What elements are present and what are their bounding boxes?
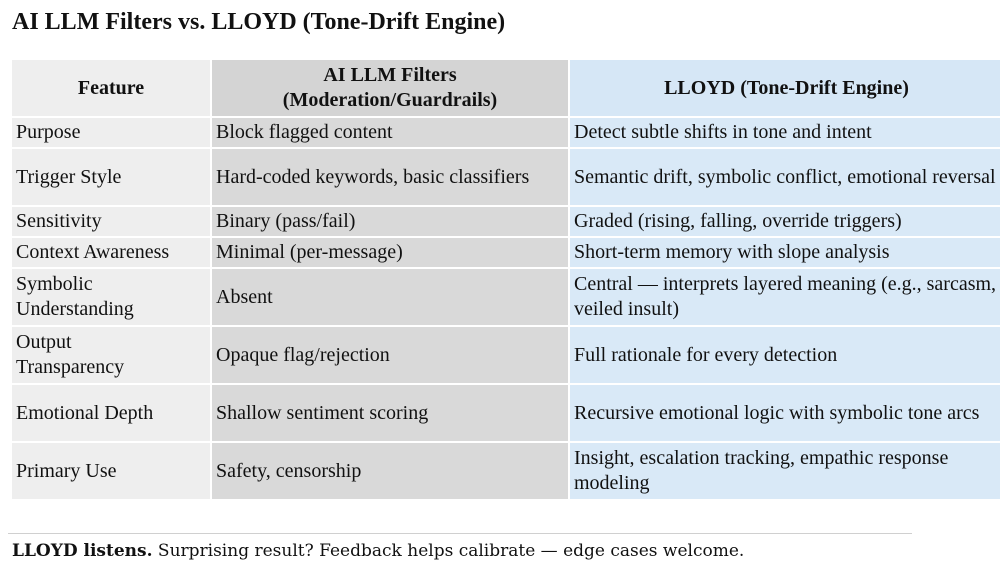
lloyd-cell: Semantic drift, symbolic conflict, emotional reversal [568,149,1000,207]
feature-label: Trigger Style [16,165,122,188]
feature-label: Emotional Depth [16,401,154,424]
table-row [12,443,1000,501]
feature-cell [12,385,210,443]
header-ai-llm-filters-line2: (Moderation/Guardrails) [282,89,498,111]
table-header-row [12,60,1000,118]
feature-cell [12,269,210,327]
feature-cell [12,207,210,238]
feature-label: Sensitivity [16,210,102,232]
comparison-table [12,60,1000,501]
feature-label: Primary Use [16,459,117,482]
feature-label-line1: Output [16,331,72,353]
header-ai-llm-filters-line1: AI LLM Filters [323,64,457,86]
filters-cell: Block flagged content [210,118,568,149]
feature-label: Purpose [16,121,81,143]
feature-label-line2: Understanding [16,298,134,320]
table-row [12,327,1000,385]
filters-cell: Safety, censorship [210,443,568,501]
feature-label-line2: Transparency [16,356,125,378]
filters-cell: Shallow sentiment scoring [210,385,568,443]
lloyd-cell: Short-term memory with slope analysis [568,238,1000,269]
filters-cell: Hard-coded keywords, basic classifiers [210,149,568,207]
table-row [12,149,1000,207]
filters-cell: Opaque flag/rejection [210,327,568,385]
footer-text: Surprising result? Feedback helps calibrate — edge cases welcome. [152,541,745,561]
lloyd-cell: Central — interprets layered meaning (e.g., sarcasm, veiled insult) [568,269,1000,327]
header-feature: Feature [12,60,210,118]
footer-divider [8,533,912,534]
lloyd-cell: Full rationale for every detection [568,327,1000,385]
header-lloyd: LLOYD (Tone-Drift Engine) [568,60,1000,118]
table-row [12,269,1000,327]
lloyd-cell: Recursive emotional logic with symbolic tone arcs [568,385,1000,443]
page-title: AI LLM Filters vs. LLOYD (Tone-Drift Engine) [12,9,506,35]
feature-cell [12,149,210,207]
table-row [12,207,1000,238]
filters-cell: Absent [210,269,568,327]
feature-cell [12,443,210,501]
lloyd-cell: Detect subtle shifts in tone and intent [568,118,1000,149]
footer-strong: LLOYD listens. [12,541,153,561]
feature-label-line1: Symbolic [16,273,93,295]
table-row [12,238,1000,269]
feature-cell [12,118,210,149]
lloyd-cell: Insight, escalation tracking, empathic response modeling [568,443,1000,501]
footer-note [12,539,744,563]
lloyd-cell: Graded (rising, falling, override triggers) [568,207,1000,238]
filters-cell: Minimal (per-message) [210,238,568,269]
table-row [12,118,1000,149]
filters-cell: Binary (pass/fail) [210,207,568,238]
header-ai-llm-filters [210,60,568,118]
feature-cell [12,327,210,385]
table-row [12,385,1000,443]
feature-label: Context Awareness [16,241,170,263]
feature-cell [12,238,210,269]
